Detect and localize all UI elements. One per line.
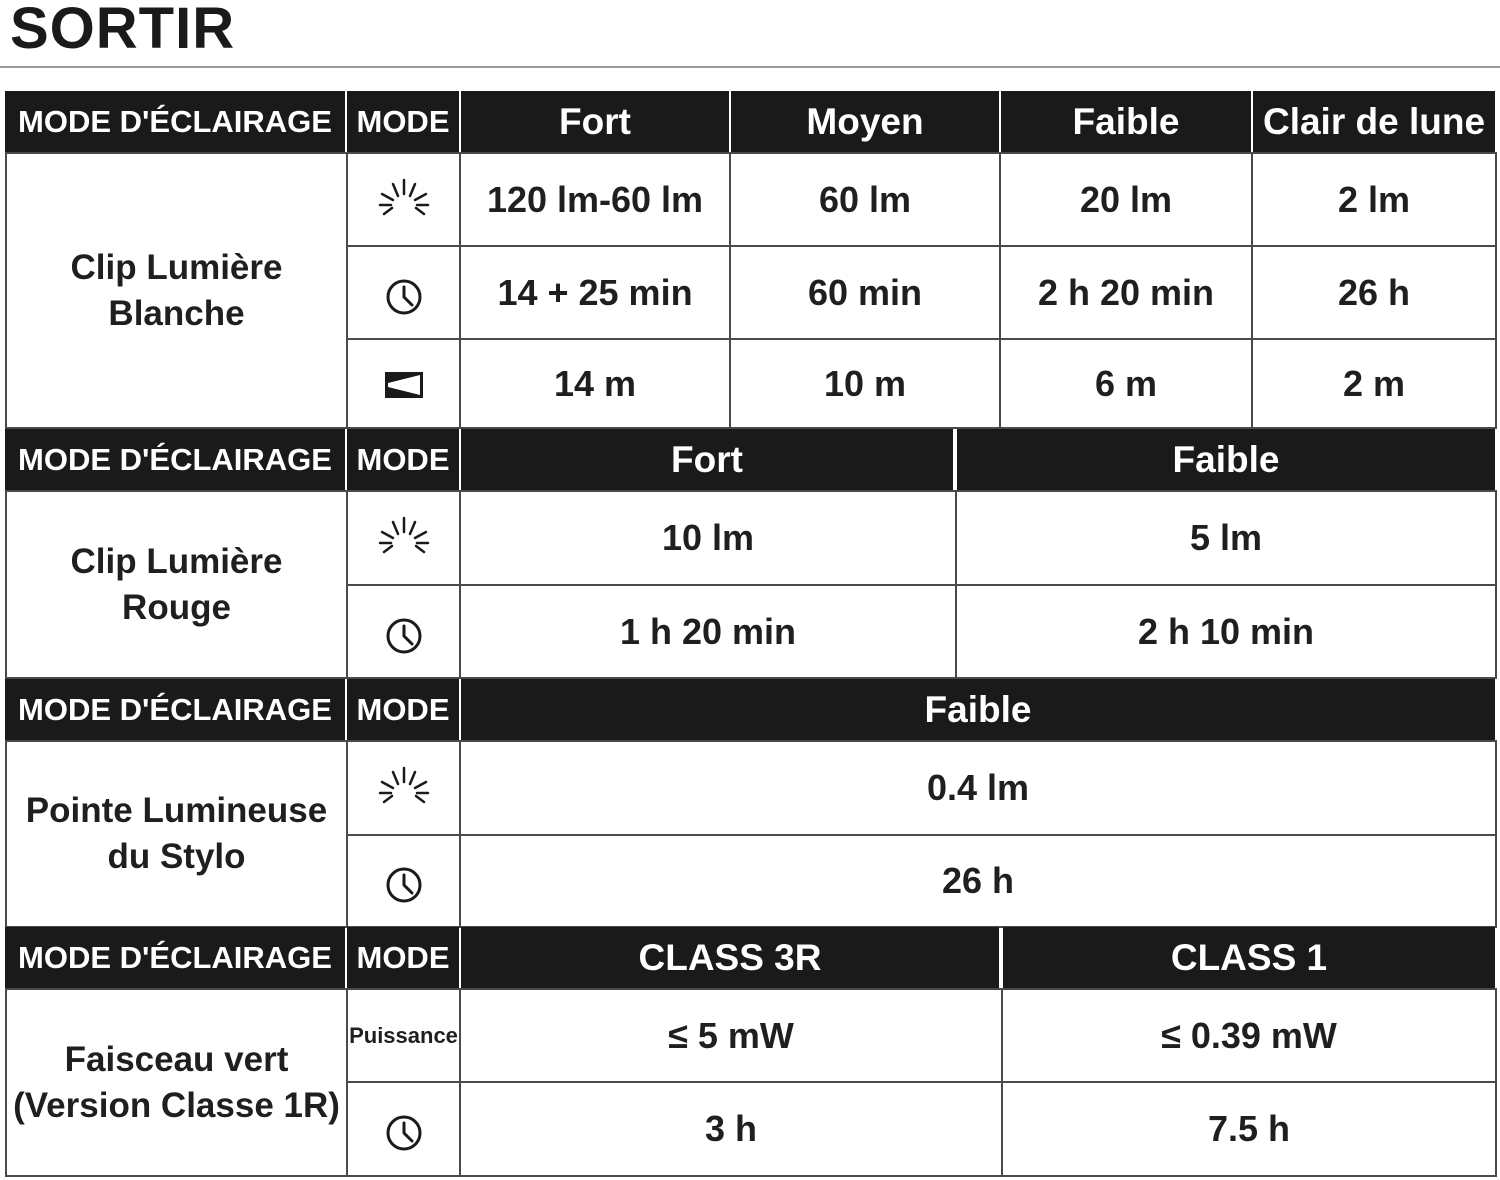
mode-icon-cell (346, 152, 461, 247)
value-cell: 60 lm (729, 152, 1001, 247)
value-cell: 20 lm (999, 152, 1253, 247)
product-name-line1: Faisceau vert (64, 1039, 289, 1079)
clock-icon (376, 265, 432, 321)
value-cell: 14 + 25 min (459, 245, 731, 340)
value-cell: 7.5 h (1001, 1081, 1497, 1177)
header-level-fort: Fort (461, 429, 953, 490)
mode-icon-cell (346, 584, 461, 679)
mode-icon-cell (346, 740, 461, 836)
page-title: SORTIR (10, 0, 236, 61)
beam-distance-icon (376, 356, 432, 412)
title-divider (0, 66, 1500, 68)
product-name-line1: Pointe Lumineuse (25, 791, 328, 830)
header-mode: MODE (347, 927, 459, 988)
value-cell: 1 h 20 min (459, 584, 957, 679)
header-level-fort: Fort (461, 91, 729, 152)
header-lighting-mode: MODE D'ÉCLAIRAGE (5, 679, 345, 740)
clock-icon (376, 604, 432, 660)
value-cell: 0.4 lm (459, 740, 1497, 836)
value-cell: 2 m (1251, 338, 1497, 429)
clock-icon (376, 853, 432, 909)
light-burst-icon (376, 172, 432, 228)
value-cell: 120 lm-60 lm (459, 152, 731, 247)
value-cell: ≤ 0.39 mW (1001, 988, 1497, 1083)
mode-icon-cell (346, 1081, 461, 1177)
light-burst-icon (376, 510, 432, 566)
product-name-cell (5, 740, 348, 928)
mode-icon-cell (346, 245, 461, 340)
mode-icon-cell (346, 338, 461, 429)
header-mode: MODE (347, 679, 459, 740)
value-cell: ≤ 5 mW (459, 988, 1003, 1083)
value-cell: 14 m (459, 338, 731, 429)
header-class-3r: CLASS 3R (461, 927, 999, 988)
clock-icon (376, 1101, 432, 1157)
header-mode: MODE (347, 429, 459, 490)
product-name-line2: Rouge (122, 587, 231, 627)
header-lighting-mode: MODE D'ÉCLAIRAGE (5, 927, 345, 988)
value-cell: 6 m (999, 338, 1253, 429)
mode-icon-cell (346, 834, 461, 928)
product-name-line2: Blanche (108, 293, 245, 333)
value-cell: 26 h (459, 834, 1497, 928)
product-name-line1: Clip Lumière (70, 247, 283, 287)
value-cell: 60 min (729, 245, 1001, 340)
header-level-faible: Faible (1001, 91, 1251, 152)
product-name-line2: du Stylo (107, 837, 246, 876)
product-name-cell (5, 988, 348, 1177)
header-lighting-mode: MODE D'ÉCLAIRAGE (5, 429, 345, 490)
mode-label-puissance: Puissance (346, 988, 461, 1083)
mode-icon-cell (346, 490, 461, 586)
product-name-cell (5, 152, 348, 429)
header-level-faible: Faible (957, 429, 1495, 490)
header-mode: MODE (347, 91, 459, 152)
header-level-moyen: Moyen (731, 91, 999, 152)
product-name-line2: (Version Classe 1R) (13, 1085, 340, 1125)
value-cell: 2 h 20 min (999, 245, 1253, 340)
value-cell: 10 lm (459, 490, 957, 586)
light-burst-icon (376, 760, 432, 816)
header-level-faible: Faible (461, 679, 1495, 740)
value-cell: 3 h (459, 1081, 1003, 1177)
value-cell: 5 lm (955, 490, 1497, 586)
header-lighting-mode: MODE D'ÉCLAIRAGE (5, 91, 345, 152)
value-cell: 26 h (1251, 245, 1497, 340)
product-name-cell (5, 490, 348, 679)
header-class-1: CLASS 1 (1003, 927, 1495, 988)
value-cell: 10 m (729, 338, 1001, 429)
product-name-line1: Clip Lumière (70, 541, 283, 581)
header-level-clair-de-lune: Clair de lune (1253, 91, 1495, 152)
value-cell: 2 lm (1251, 152, 1497, 247)
value-cell: 2 h 10 min (955, 584, 1497, 679)
